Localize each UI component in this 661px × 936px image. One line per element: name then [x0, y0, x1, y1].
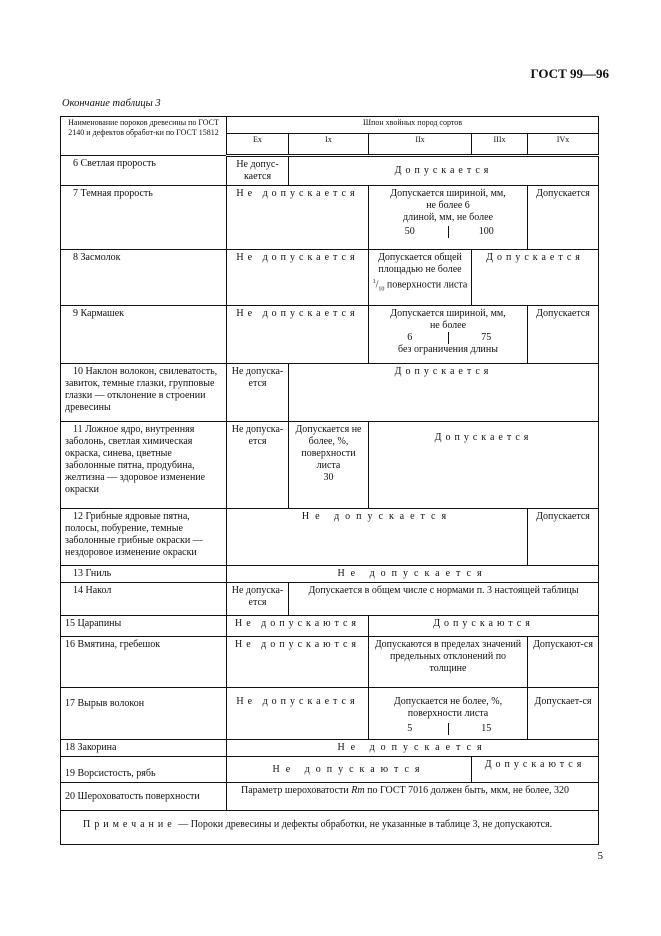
table-note-row: [61, 811, 599, 845]
header-grade-iiix: IIIх: [472, 134, 528, 156]
cell-line: не более: [429, 320, 467, 331]
table-row: [61, 566, 599, 583]
page-number: 5: [597, 850, 603, 862]
value-iiix: 15: [481, 723, 492, 734]
table-row: [61, 156, 599, 186]
cell: [369, 688, 528, 740]
defect-name: 13 Гниль: [61, 566, 227, 583]
header-veneer-group: Шпон хвойных пород сортов: [227, 117, 599, 134]
cell: Не допускаются: [227, 637, 369, 688]
table-row: [61, 186, 599, 250]
cell: Допускается в общем числе с нормами п. 3 настоящей таблицы: [289, 583, 599, 616]
table-row: [61, 616, 599, 637]
cell-line: длиной, мм, не более: [403, 212, 493, 223]
defect-name: 8 Засмолок: [61, 250, 227, 306]
note-label: Примечание: [83, 819, 176, 830]
defect-name: 7 Темная прорость: [61, 186, 227, 250]
cell-value: 30: [323, 472, 334, 483]
header-grade-ex: Ех: [227, 134, 289, 156]
cell: Допускается: [369, 422, 599, 509]
defect-name: 17 Вырыв волокон: [61, 688, 227, 740]
cell: Не допускается: [227, 688, 369, 740]
cell: Допускается: [528, 306, 599, 364]
cell: [369, 186, 528, 250]
table-row: [61, 783, 599, 811]
cell-line: Допускается шириной, мм,: [390, 188, 506, 199]
cell-text: по ГОСТ 7016 должен быть, мкм, не более, 320: [367, 785, 570, 796]
defect-name: 12 Грибные ядровые пятна, полосы, побурение, темные заболонные грибные окраски — нездоровое изменение окраски: [61, 509, 227, 566]
defect-name: 9 Кармашек: [61, 306, 227, 364]
cell: Не допускается: [227, 740, 599, 757]
cell: Допускается: [528, 509, 599, 566]
cell: Допускается: [472, 250, 599, 306]
value-iiix: 75: [481, 332, 492, 343]
table-row: [61, 583, 599, 616]
value-iiix: 100: [478, 226, 494, 237]
cell: [369, 306, 528, 364]
cell-text: Допускается не более, %, поверхности листа: [295, 424, 362, 471]
cell: Допускаются: [472, 757, 599, 783]
cell: Допускают-ся: [528, 637, 599, 688]
fraction-numerator: 1: [372, 279, 376, 285]
cell-line: не более 6: [426, 200, 470, 211]
table-caption: Окончание таблицы 3: [62, 98, 161, 109]
value-iix: 50: [372, 226, 449, 238]
table-row: [61, 740, 599, 757]
defect-name: 15 Царапины: [61, 616, 227, 637]
defect-name: 6 Светлая прорость: [61, 156, 227, 186]
table-row: [61, 306, 599, 364]
table-note: [61, 811, 599, 845]
cell: Не допускается: [227, 250, 369, 306]
defect-name: 14 Накол: [61, 583, 227, 616]
defect-name: 18 Закорина: [61, 740, 227, 757]
cell-line: Допускается не более, %,: [393, 696, 503, 707]
cell-text: поверхности листа: [386, 279, 468, 291]
cell: Не допус-кается: [227, 156, 289, 186]
cell: Не допускаются: [227, 757, 472, 783]
defects-table: [60, 116, 599, 845]
cell: Допускает-ся: [528, 688, 599, 740]
cell: Допускается: [289, 156, 599, 186]
cell: Не допускается: [227, 306, 369, 364]
header-defect-name: Наименование пороков древесины по ГОСТ 2140 и дефектов обработ-ки по ГОСТ 15812: [61, 117, 227, 156]
cell: Не допуска-ется: [227, 583, 289, 616]
header-grade-ix: Iх: [289, 134, 369, 156]
cell: Допускается: [528, 186, 599, 250]
defect-name: 20 Шероховатость поверхности: [61, 783, 227, 811]
defect-name: 11 Ложное ядро, внутренняя заболонь, светлая химическая окраска, синева, цветные заболонные пятна, продубина, желтизна — здоровое изменение окраски: [61, 422, 227, 509]
header-grade-ivx: IVх: [528, 134, 599, 156]
cell: Не допуска-ется: [227, 364, 289, 422]
note-text: — Пороки древесины и дефекты обработки, не указанные в таблице 3, не допускаются.: [178, 819, 553, 830]
cell: Не допуска-ется: [227, 422, 289, 509]
table-row: [61, 364, 599, 422]
cell: Допускается общей площадью не более $^1/_{10}$ поверхности листа: [369, 250, 472, 306]
cell: [227, 783, 599, 811]
value-iix: 6: [372, 332, 449, 344]
value-iix: 5: [372, 723, 449, 735]
fraction-denominator: 10: [378, 286, 385, 293]
cell-text: Допускается общей площадью не более: [378, 252, 462, 275]
cell: Не допускается: [227, 566, 599, 583]
cell-line: поверхности листа: [407, 708, 489, 719]
cell-text: Параметр шероховатости: [241, 785, 349, 796]
standard-number: ГОСТ 99—96: [530, 66, 609, 81]
table-row: [61, 688, 599, 740]
parameter-symbol: Rm: [351, 785, 365, 796]
cell: Не допускается: [227, 509, 528, 566]
table-row: [61, 250, 599, 306]
defect-name: 10 Наклон волокон, свилеватость, завиток, темные глазки, групповые глазки — отклонение в строении древесины: [61, 364, 227, 422]
table-row: [61, 422, 599, 509]
cell: [289, 422, 369, 509]
defect-name: 19 Ворсистость, рябь: [61, 757, 227, 783]
cell: Не допускаются: [227, 616, 369, 637]
table-row: [61, 757, 599, 783]
header-grade-iix: IIх: [369, 134, 472, 156]
cell: Допускаются в пределах значений предельных отклонений по толщине: [369, 637, 528, 688]
cell: Допускается: [289, 364, 599, 422]
defect-name: 16 Вмятина, гребешок: [61, 637, 227, 688]
table-row: [61, 637, 599, 688]
cell-line: Допускается шириной, мм,: [390, 308, 506, 319]
table-row: [61, 509, 599, 566]
cell-line: без ограничения длины: [398, 344, 498, 355]
cell: Допускаются: [369, 616, 599, 637]
cell: Не допускается: [227, 186, 369, 250]
